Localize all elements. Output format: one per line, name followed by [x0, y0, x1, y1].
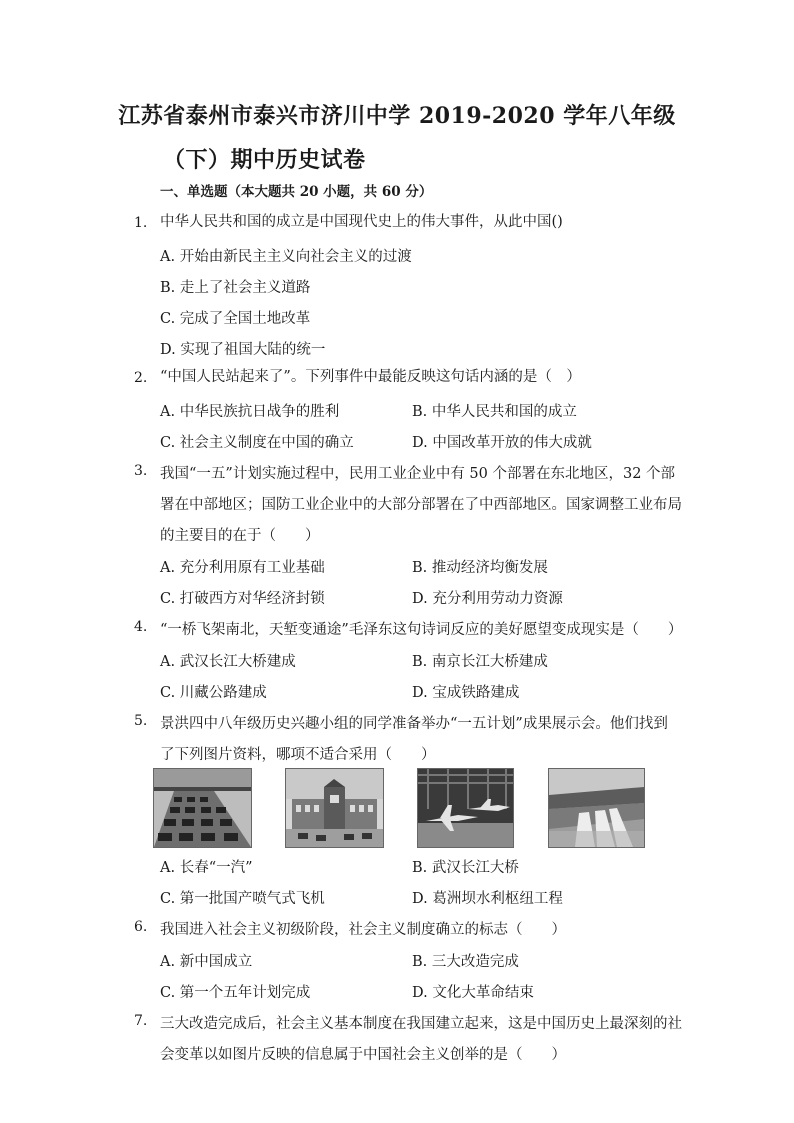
- question-number: 6.: [134, 919, 148, 935]
- question-text: 中华人民共和国的成立是中国现代史上的伟大事件，从此中国(): [160, 214, 563, 230]
- question-number: 7.: [134, 1013, 148, 1029]
- question-text-line: 景洪四中八年级历史兴趣小组的同学准备举办“一五计划”成果展示会。他们找到: [160, 716, 668, 732]
- question-text-line: 署在中部地区；国防工业企业中的大部分部署在了中西部地区。国家调整工业布局: [160, 497, 682, 513]
- option-c: C. 第一个五年计划完成: [160, 985, 311, 1001]
- option-d: D. 中国改革开放的伟大成就: [412, 435, 592, 451]
- option-a: A. 武汉长江大桥建成: [160, 654, 296, 670]
- option-d: D. 葛洲坝水利枢纽工程: [412, 891, 563, 907]
- option-c: C. 社会主义制度在中国的确立: [160, 435, 354, 451]
- option-a: A. 充分利用原有工业基础: [160, 560, 325, 576]
- jet-aircraft-photo: [417, 768, 514, 848]
- question-text: “一桥飞架南北，天堑变通途”毛泽东这句诗词反应的美好愿望变成现实是（ ）: [160, 622, 683, 638]
- question-number: 1.: [134, 215, 148, 231]
- question-number: 2.: [134, 370, 148, 386]
- question-text-line: 的主要目的在于（ ）: [160, 528, 320, 544]
- option-a: A. 中华民族抗日战争的胜利: [160, 404, 340, 420]
- option-c: C. 完成了全国土地改革: [160, 311, 311, 327]
- question-text-line: 了下列图片资料，哪项不适合采用（ ）: [160, 747, 436, 763]
- question-text: 我国进入社会主义初级阶段，社会主义制度确立的标志（ ）: [160, 922, 566, 938]
- page-title-line1: 江苏省泰州市泰兴市济川中学 2019-2020 学年八年级: [118, 103, 676, 129]
- option-d: D. 充分利用劳动力资源: [412, 591, 563, 607]
- option-b: B. 三大改造完成: [412, 954, 519, 970]
- option-d: D. 文化大革命结束: [412, 985, 534, 1001]
- option-a: A. 长春“一汽”: [160, 860, 253, 876]
- option-b: B. 南京长江大桥建成: [412, 654, 548, 670]
- option-d: D. 宝成铁路建成: [412, 685, 520, 701]
- option-b: B. 推动经济均衡发展: [412, 560, 548, 576]
- question-number: 3.: [134, 463, 148, 479]
- question-text: “中国人民站起来了”。下列事件中最能反映这句话内涵的是（ ）: [160, 369, 581, 385]
- question-text-line: 我国“一五”计划实施过程中，民用工业企业中有 50 个部署在东北地区，32 个部: [160, 466, 676, 482]
- option-a: A. 新中国成立: [160, 954, 253, 970]
- question-number: 4.: [134, 619, 148, 635]
- dam-photo: [548, 768, 645, 848]
- factory-building-photo: [285, 768, 384, 848]
- option-b: B. 武汉长江大桥: [412, 860, 519, 876]
- option-d: D. 实现了祖国大陆的统一: [160, 342, 326, 358]
- highway-cars-photo: [153, 768, 252, 848]
- option-b: B. 中华人民共和国的成立: [412, 404, 577, 420]
- question-text-line: 三大改造完成后，社会主义基本制度在我国建立起来，这是中国历史上最深刻的社: [160, 1016, 682, 1032]
- option-c: C. 川藏公路建成: [160, 685, 267, 701]
- option-a: A. 开始由新民主主义向社会主义的过渡: [160, 249, 412, 265]
- section-heading: 一、单选题（本大题共 20 小题，共 60 分）: [160, 184, 433, 200]
- option-c: C. 打破西方对华经济封锁: [160, 591, 325, 607]
- option-c: C. 第一批国产喷气式飞机: [160, 891, 325, 907]
- option-b: B. 走上了社会主义道路: [160, 280, 311, 296]
- page-title-line2: （下）期中历史试卷: [163, 147, 366, 173]
- question-text-line: 会变革以如图片反映的信息属于中国社会主义创举的是（ ）: [160, 1047, 566, 1063]
- question-number: 5.: [134, 713, 148, 729]
